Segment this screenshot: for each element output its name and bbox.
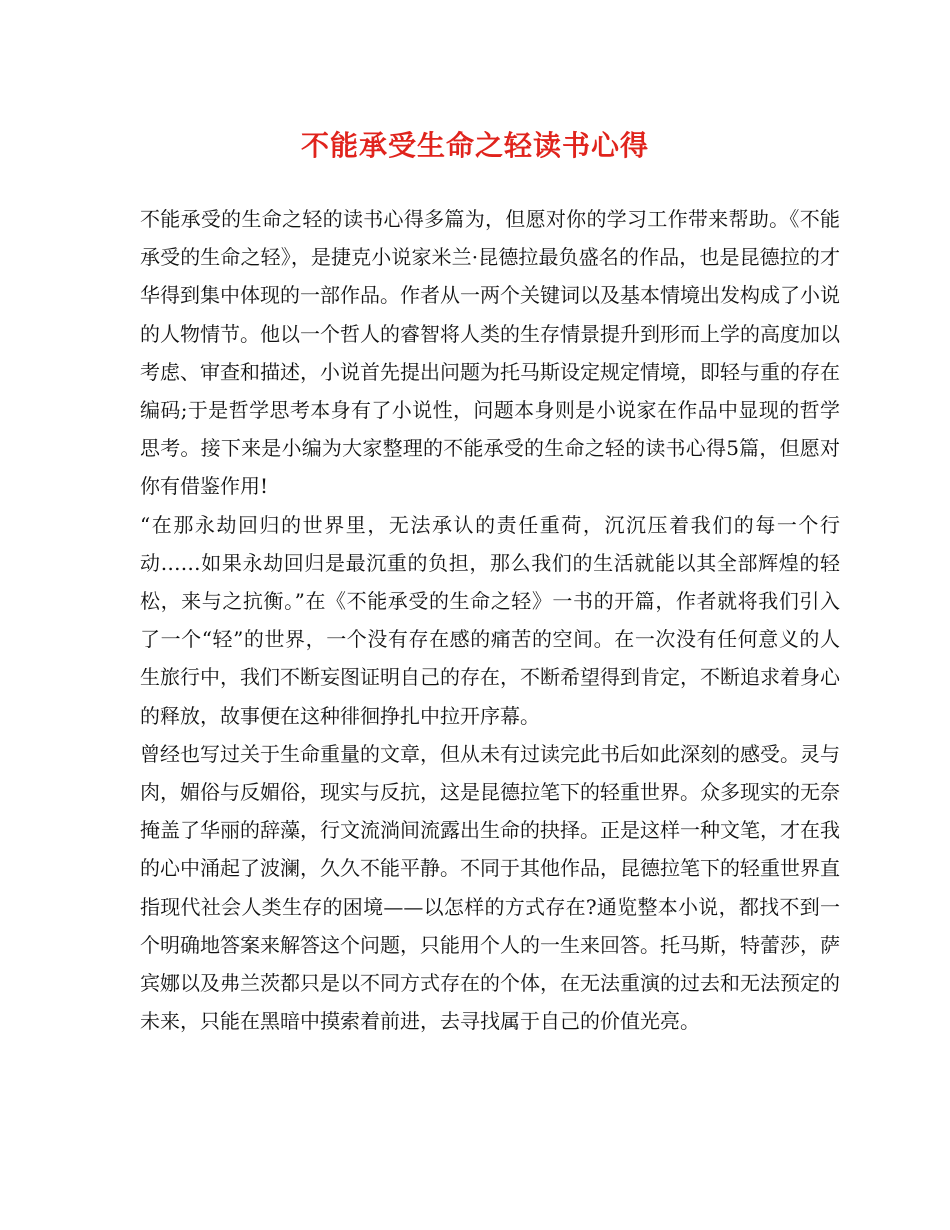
document-body: [140, 200, 840, 1040]
paragraph-reflection: 曾经也写过关于生命重量的文章，但从未有过读完此书后如此深刻的感受。灵与肉，媚俗与反媚俗，现实与反抗，这是昆德拉笔下的轻重世界。众多现实的无奈掩盖了华丽的辞藻，行文流淌间流露出生命的抉择。正是这样一种文笔，才在我的心中涌起了波澜，久久不能平静。不同于其他作品，昆德拉笔下的轻重世界直指现代社会人类生存的困境——以怎样的方式存在?通览整本小说，都找不到一个明确地答案来解答这个问题，只能用个人的一生来回答。托马斯，特蕾莎，萨宾娜以及弗兰茨都只是以不同方式存在的个体，在无法重演的过去和无法预定的未来，只能在黑暗中摸索着前进，去寻找属于自己的价值光亮。: [140, 741, 840, 1034]
paragraph-intro: 不能承受的生命之轻的读书心得多篇为，但愿对你的学习工作带来帮助。《不能承受的生命之轻》，是捷克小说家米兰·昆德拉最负盛名的作品，也是昆德拉的才华得到集中体现的一部作品。作者从一两个关键词以及基本情境出发构成了小说的人物情节。他以一个哲人的睿智将人类的生存情景提升到形而上学的高度加以考虑、审查和描述，小说首先提出问题为托马斯设定规定情境，即轻与重的存在编码;于是哲学思考本身有了小说性，问题本身则是小说家在作品中显现的哲学思考。接下来是小编为大家整理的不能承受的生命之轻的读书心得5篇，但愿对你有借鉴作用!: [140, 207, 840, 499]
document-title: 不能承受生命之轻读书心得: [300, 129, 649, 162]
paragraph-quote: “在那永劫回归的世界里，无法承认的责任重荷，沉沉压着我们的每一个行动……如果永劫回归是最沉重的负担，那么我们的生活就能以其全部辉煌的轻松，来与之抗衡。”在《不能承受的生命之轻》一书的开篇，作者就将我们引入了一个“轻”的世界，一个没有存在感的痛苦的空间。在一次没有任何意义的人生旅行中，我们不断妄图证明自己的存在，不断希望得到肯定，不断追求着身心的释放，故事便在这种徘徊挣扎中拉开序幕。: [140, 512, 840, 728]
